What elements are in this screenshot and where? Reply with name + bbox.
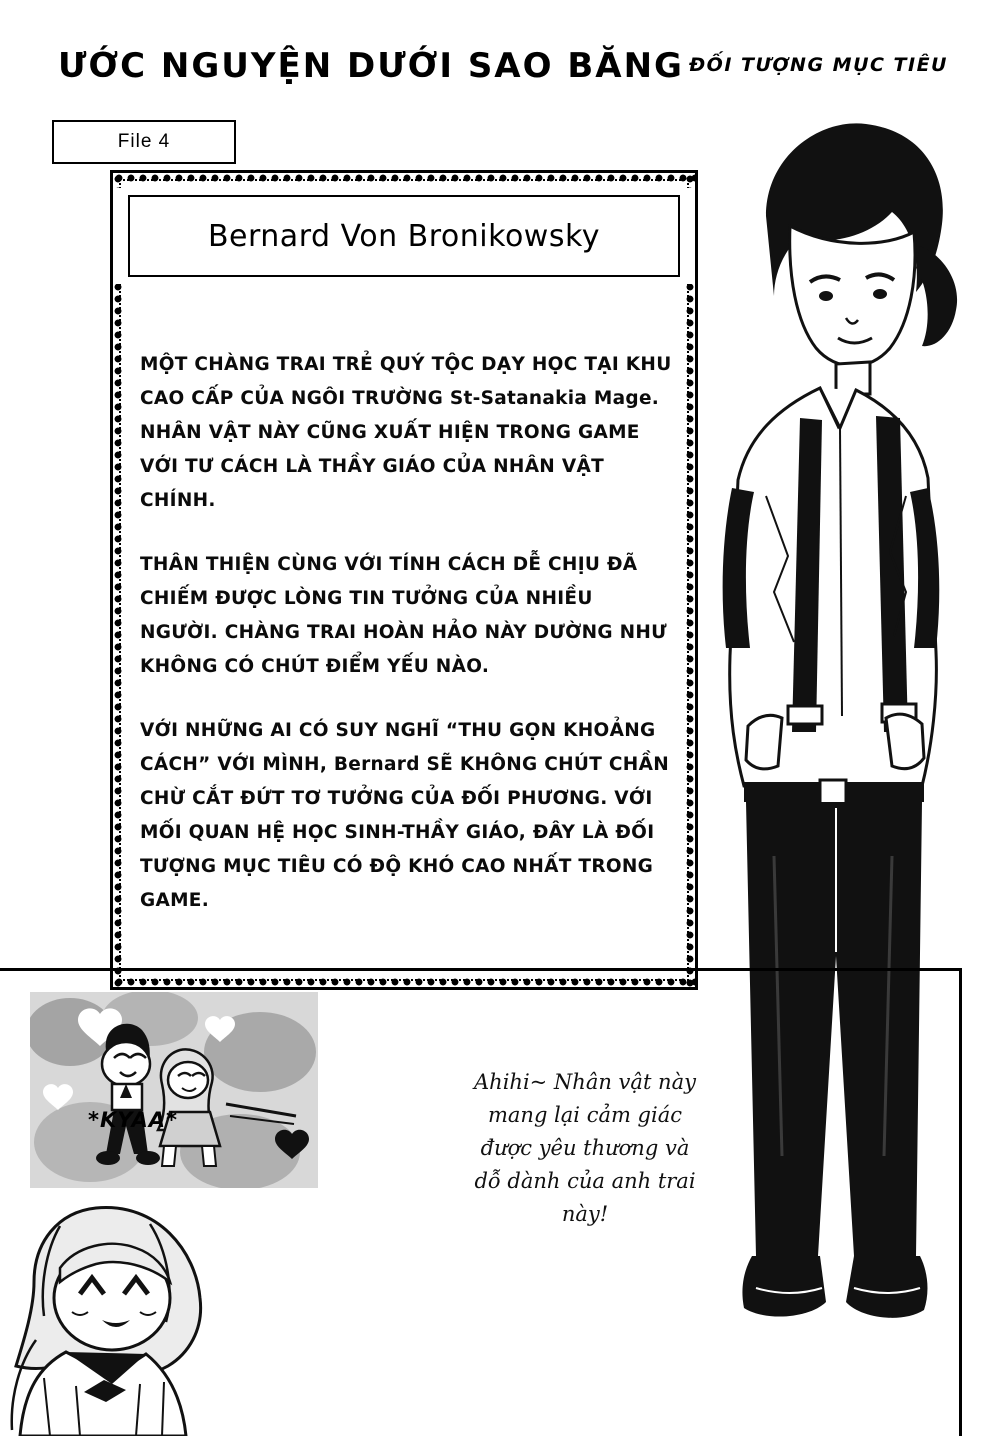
chibi-scene xyxy=(30,992,318,1188)
file-tag-label: File 4 xyxy=(117,131,171,152)
handwritten-caption: Ahihi~ Nhân vật này mang lại cảm giác được yêu thương và dỗ dành của anh trai này! xyxy=(474,1070,696,1226)
page-title: ƯỚC NGUYỆN DƯỚI SAO BĂNG xyxy=(58,46,684,86)
profile-description xyxy=(140,348,674,918)
lace-border-top xyxy=(113,172,695,184)
sfx-kyaa: *KYAA* xyxy=(88,1108,178,1132)
character-name: Bernard Von Bronikowsky xyxy=(207,218,601,254)
corner-note: ĐỐI TƯỢNG MỤC TIÊU xyxy=(689,54,948,76)
panel-right-edge xyxy=(959,968,962,1436)
character-name-plate xyxy=(128,195,680,277)
profile-paragraph: THÂN THIỆN CÙNG VỚI TÍNH CÁCH DỄ CHỊU ĐÃ CHIẾM ĐƯỢC LÒNG TIN TƯỞNG CỦA NHIỀU NGƯỜI. CHÀNG TRAI HOÀN HẢO NÀY DƯỜNG NHƯ KHÔNG CÓ CHÚT ĐIỂM YẾU NÀO. xyxy=(140,554,667,677)
lace-border-bottom xyxy=(113,976,695,988)
chibi-girl-large xyxy=(0,1190,260,1436)
file-tag xyxy=(52,120,236,164)
character-illustration xyxy=(670,96,1000,1406)
panel-divider xyxy=(0,968,962,971)
profile-paragraph: VỚI NHỮNG AI CÓ SUY NGHĨ “THU GỌN KHOẢNG CÁCH” VỚI MÌNH, Bernard SẼ KHÔNG CHÚT CHẦN CHỪ CẮT ĐỨT TƠ TƯỞNG CỦA ĐỐI PHƯƠNG. VỚI MỐI QUAN HỆ HỌC SINH-THẦY GIÁO, ĐÂY LÀ ĐỐI TƯỢNG MỤC TIÊU CÓ ĐỘ KHÓ CAO NHẤT TRONG GAME. xyxy=(140,720,669,911)
lace-border-left xyxy=(112,173,124,987)
profile-paragraph: MỘT CHÀNG TRAI TRẺ QUÝ TỘC DẠY HỌC TẠI KHU CAO CẤP CỦA NGÔI TRƯỜNG St-Satanakia Mage. NHÂN VẬT NÀY CŨNG XUẤT HIỆN TRONG GAME VỚI TƯ CÁCH LÀ THẦY GIÁO CỦA NHÂN VẬT CHÍNH. xyxy=(140,354,672,511)
